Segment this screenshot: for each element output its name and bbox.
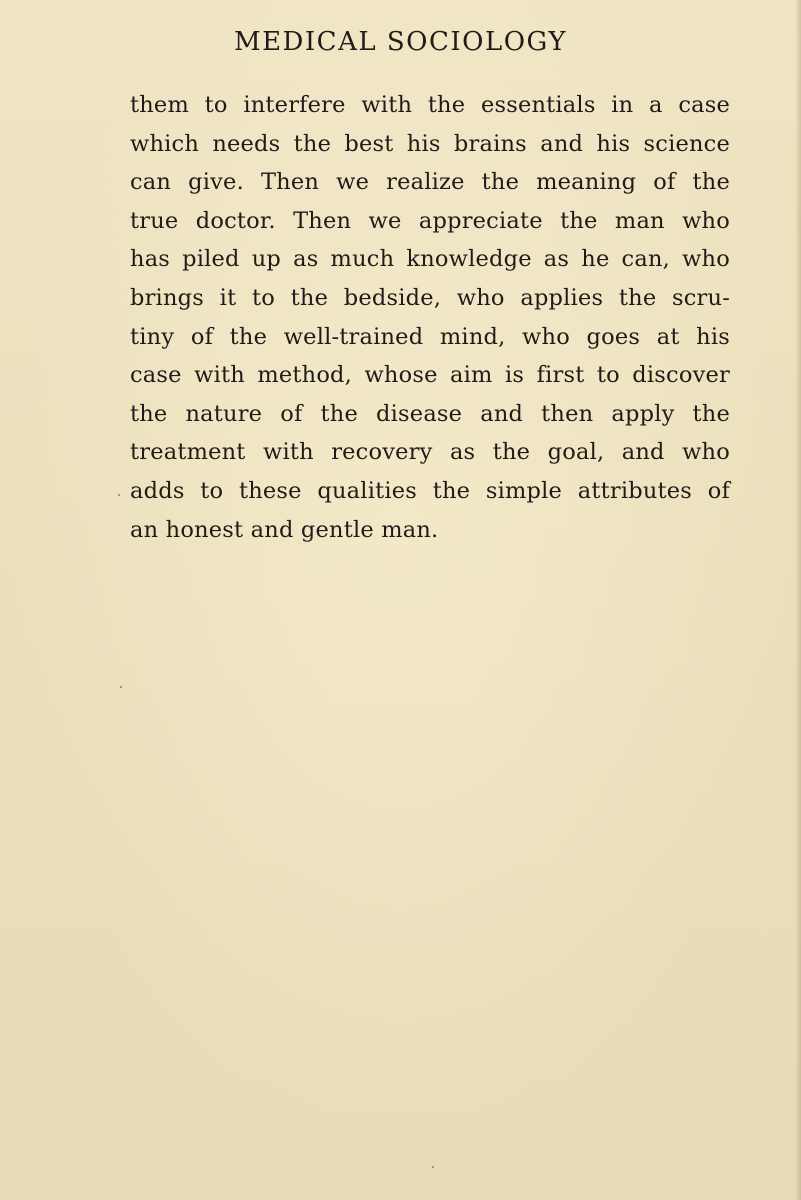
text-line: an honest and gentle man. — [130, 516, 439, 543]
text-line: can give. Then we realize the meaning of the — [130, 169, 730, 196]
page-edge-shadow — [795, 0, 801, 1200]
body-paragraph — [130, 86, 730, 549]
text-line: treatment with recovery as the goal, and who — [130, 439, 730, 466]
paper-speck — [118, 494, 120, 496]
paper-speck — [432, 1166, 434, 1168]
text-line: them to interfere with the essentials in a case — [130, 92, 730, 118]
text-line: tiny of the well-trained mind, who goes at his — [130, 323, 730, 350]
text-line: which needs the best his brains and his science — [130, 130, 730, 157]
text-line: has piled up as much knowledge as he can, who — [130, 246, 730, 273]
text-line: adds to these qualities the simple attributes of — [130, 477, 730, 504]
text-line: the nature of the disease and then apply the — [130, 400, 730, 427]
paper-speck — [120, 686, 122, 688]
text-line: true doctor. Then we appreciate the man who — [130, 207, 730, 234]
running-head: MEDICAL SOCIOLOGY — [233, 27, 568, 57]
text-line: brings it to the bedside, who applies the scru- — [130, 284, 730, 311]
text-line: case with method, whose aim is first to discover — [130, 362, 730, 389]
